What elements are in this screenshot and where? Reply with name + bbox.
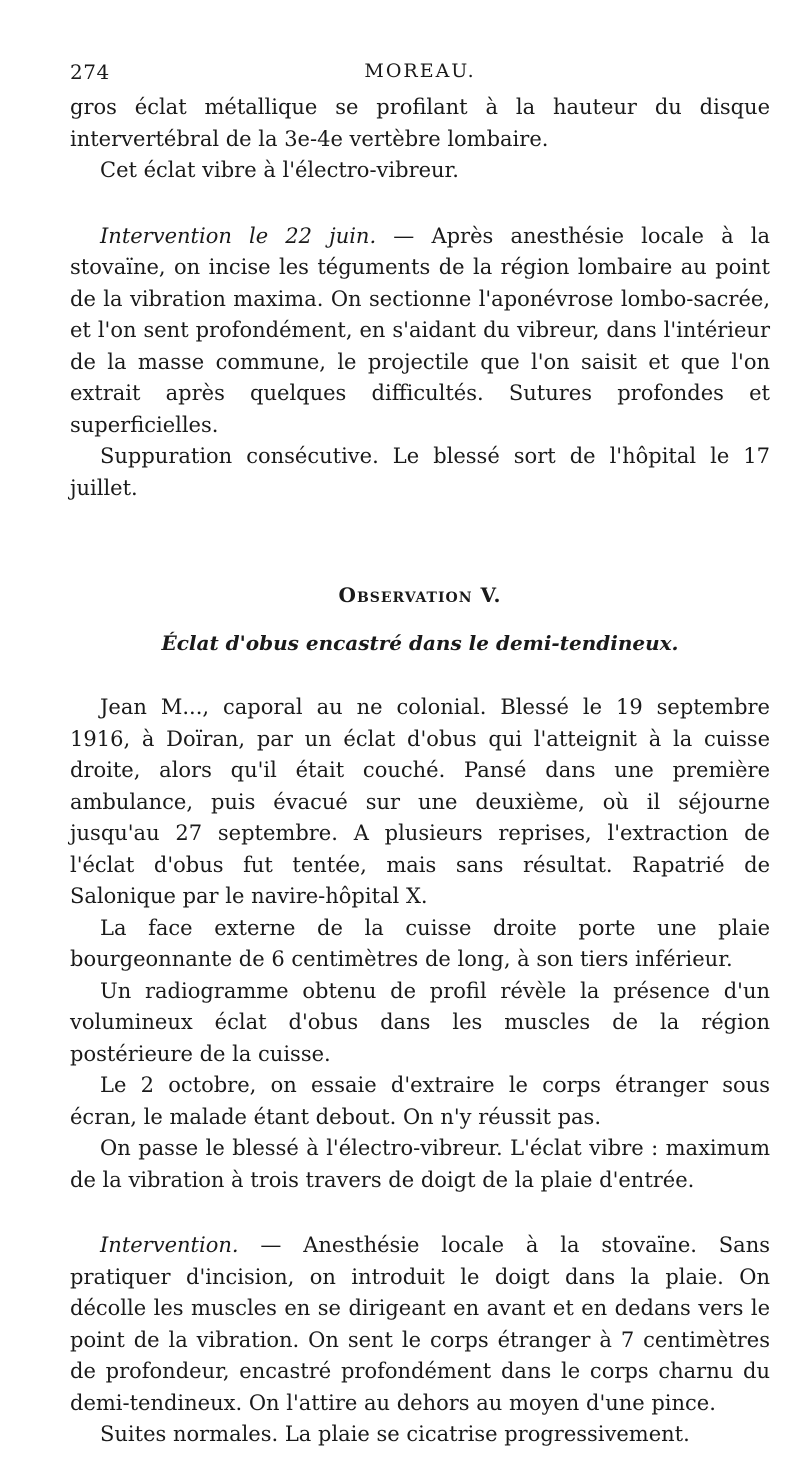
case-paragraph: Le 2 octobre, on essaie d'extraire le corps étranger sous écran, le malade étant debout. On n'y réussit pas. <box>70 1073 770 1129</box>
intervention-body: — Après anesthésie locale à la stovaïne, on incise les téguments de la région lombaire au point de la vibration maxima. On sectionne l'aponévrose lombo-sacrée, et l'on sent profondément, en s'aidant du vibreur, dans l'intérieur de la masse commune, le projectile que l'on saisit et que l'on extrait après quelques difficultés. Sutures profondes et superficielles. <box>70 223 770 437</box>
spacer <box>70 187 770 221</box>
case-paragraph: Un radiogramme obtenu de profil révèle la présence d'un volumineux éclat d'obus dans les muscles de la région postérieure de la cuisse. <box>70 978 770 1066</box>
spacer <box>70 1196 770 1230</box>
spacer <box>70 504 770 580</box>
intervention-body: — Anesthésie locale à la stovaïne. Sans pratiquer d'incision, on introduit le doigt dans la plaie. On décolle les muscles en se dirigeant en avant et en dedans vers le point de la vibration. On sent le corps étranger à 7 centimètres de profondeur, encastré profondément dans le corps charnu du demi-tendineux. On l'attire au dehors au moyen d'une pince. <box>70 1233 770 1415</box>
continuation-paragraph: gros éclat métallique se profilant à la hauteur du disque intervertébral de la 3e-4e vertèbre lombaire. <box>70 95 770 151</box>
intervention-lead: Intervention le 22 juin. <box>100 223 377 248</box>
intervention-paragraph <box>70 221 770 442</box>
running-head <box>70 52 770 92</box>
observation-subtitle: Éclat d'obus encastré dans le demi-tendineux. <box>161 631 679 655</box>
followup-paragraph: Suppuration consécutive. Le blessé sort de l'hôpital le 17 juillet. <box>70 444 770 500</box>
followup-paragraph: Suites normales. La plaie se cicatrise progressivement. <box>100 1422 690 1446</box>
running-title: MOREAU. <box>364 60 476 82</box>
intervention-paragraph <box>70 1230 770 1419</box>
case-paragraph: Jean M..., caporal au ne colonial. Blessé le 19 septembre 1916, à Doïran, par un éclat d'obus qui l'atteignit à la cuisse droite, alors qu'il était couché. Pansé dans une première ambulance, puis évacué sur une deuxième, où il séjourne jusqu'au 27 septembre. A plusieurs reprises, l'extraction de l'éclat d'obus fut tentée, mais sans résultat. Rapatrié de Salonique par le navire-hôpital X. <box>70 695 770 908</box>
case-paragraph: La face externe de la cuisse droite porte une plaie bourgeonnante de 6 centimètres de long, à son tiers inférieur. <box>70 915 770 971</box>
book-page <box>70 52 770 1451</box>
case-paragraph: On passe le blessé à l'électro-vibreur. L'éclat vibre : maximum de la vibration à trois travers de doigt de la plaie d'entrée. <box>70 1136 770 1192</box>
continuation-paragraph: Cet éclat vibre à l'électro-vibreur. <box>100 158 459 182</box>
intervention-lead: Intervention. <box>100 1233 239 1257</box>
page-number: 274 <box>70 60 110 84</box>
observation-heading: Observation V. <box>338 583 502 607</box>
spacer <box>70 658 770 692</box>
